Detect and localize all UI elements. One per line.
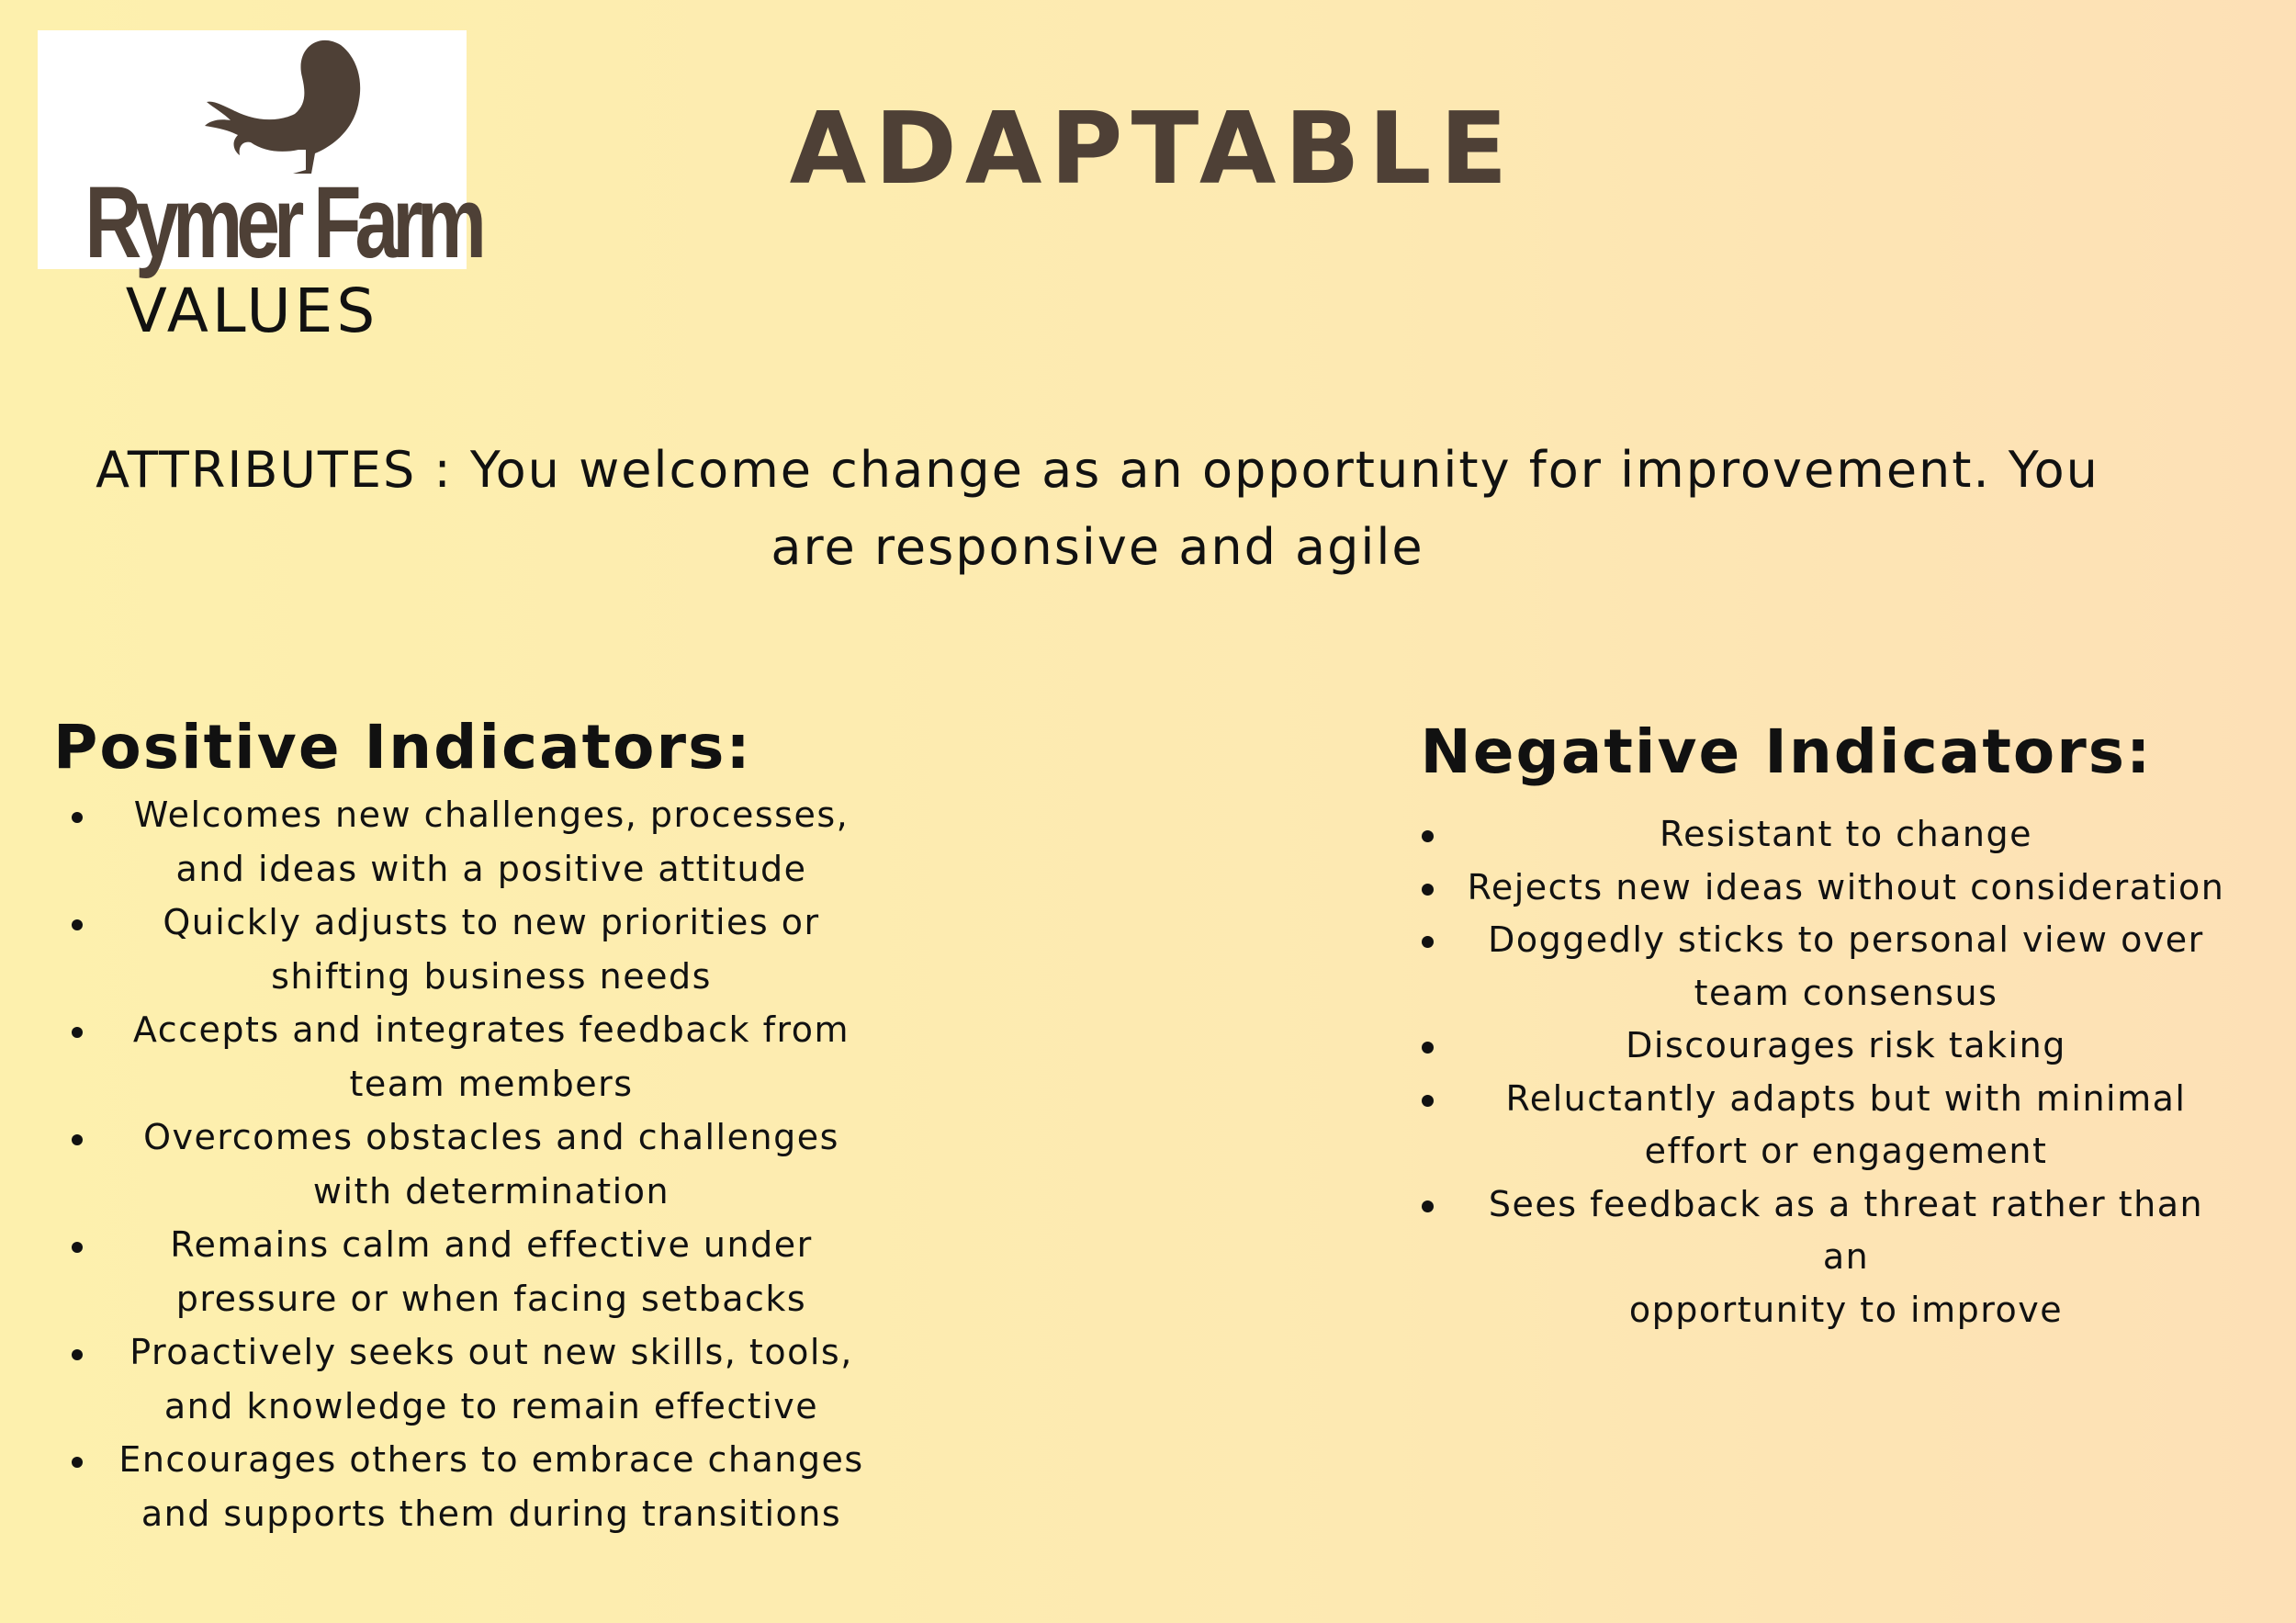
list-item (1414, 1178, 2232, 1337)
bullet-icon (1422, 1200, 1434, 1212)
bullet-icon (1422, 830, 1434, 842)
attributes-line-1: ATTRIBUTES : You welcome change as an opportunity for improvement. You (96, 441, 2099, 499)
item-line: Encourages others to embrace changes (118, 1439, 864, 1480)
bullet-icon (72, 1027, 83, 1038)
list-item (64, 896, 872, 1003)
bullet-icon (72, 1349, 83, 1360)
list-item (1414, 914, 2232, 1020)
item-line: Quickly adjusts to new priorities or (163, 902, 820, 942)
item-line: Resistant to change (1659, 814, 2033, 854)
item-line: Accepts and integrates feedback from (132, 1009, 850, 1050)
list-item (64, 1218, 872, 1325)
values-label: VALUES (125, 276, 379, 346)
list-item (1414, 808, 2232, 862)
bullet-icon (72, 1457, 83, 1468)
bullet-icon (1422, 884, 1434, 896)
list-item (64, 1433, 872, 1540)
attributes-text (64, 432, 2131, 586)
item-line: Remains calm and effective under (170, 1224, 813, 1265)
item-line: with determination (312, 1170, 670, 1212)
list-item (64, 1003, 872, 1110)
list-item (1414, 1073, 2232, 1178)
item-line: and ideas with a positive attitude (175, 848, 807, 889)
bullet-icon (72, 1134, 83, 1145)
negative-indicators-heading: Negative Indicators: (1420, 716, 2153, 787)
logo-text: Rymer Farm (84, 166, 480, 279)
item-line: team consensus (1694, 972, 1998, 1013)
item-line: Sees feedback as a threat rather than an (1488, 1183, 2204, 1277)
bullet-icon (72, 812, 83, 823)
item-line: and supports them during transitions (141, 1493, 842, 1534)
negative-indicators-list (1414, 808, 2232, 1336)
list-item (1414, 862, 2232, 915)
bullet-icon (72, 919, 83, 930)
item-line: Discourages risk taking (1626, 1025, 2066, 1065)
bullet-icon (1422, 1042, 1434, 1054)
page-title: ADAPTABLE (789, 92, 1516, 207)
positive-indicators-list (64, 788, 872, 1540)
item-line: team members (349, 1063, 634, 1104)
item-line: Proactively seeks out new skills, tools, (129, 1332, 853, 1372)
list-item (64, 1325, 872, 1433)
item-line: Rejects new ideas without consideration (1467, 866, 2225, 907)
item-line: and knowledge to remain effective (163, 1385, 819, 1426)
positive-indicators-heading: Positive Indicators: (53, 712, 752, 783)
list-item (64, 1110, 872, 1218)
attributes-line-2: are responsive and agile (771, 518, 1424, 576)
bullet-icon (1422, 936, 1434, 948)
list-item (64, 788, 872, 896)
item-line: Overcomes obstacles and challenges (143, 1117, 839, 1157)
item-line: pressure or when facing setbacks (175, 1278, 807, 1319)
rymer-farm-logo (38, 30, 480, 279)
item-line: opportunity to improve (1628, 1289, 2064, 1330)
bullet-icon (1422, 1095, 1434, 1107)
bullet-icon (72, 1242, 83, 1253)
list-item (1414, 1020, 2232, 1073)
item-line: Reluctantly adapts but with minimal (1505, 1077, 2187, 1119)
item-line: Welcomes new challenges, processes, (133, 795, 850, 835)
item-line: effort or engagement (1644, 1131, 2048, 1171)
item-line: Doggedly sticks to personal view over (1488, 919, 2204, 960)
item-line: shifting business needs (271, 955, 712, 997)
